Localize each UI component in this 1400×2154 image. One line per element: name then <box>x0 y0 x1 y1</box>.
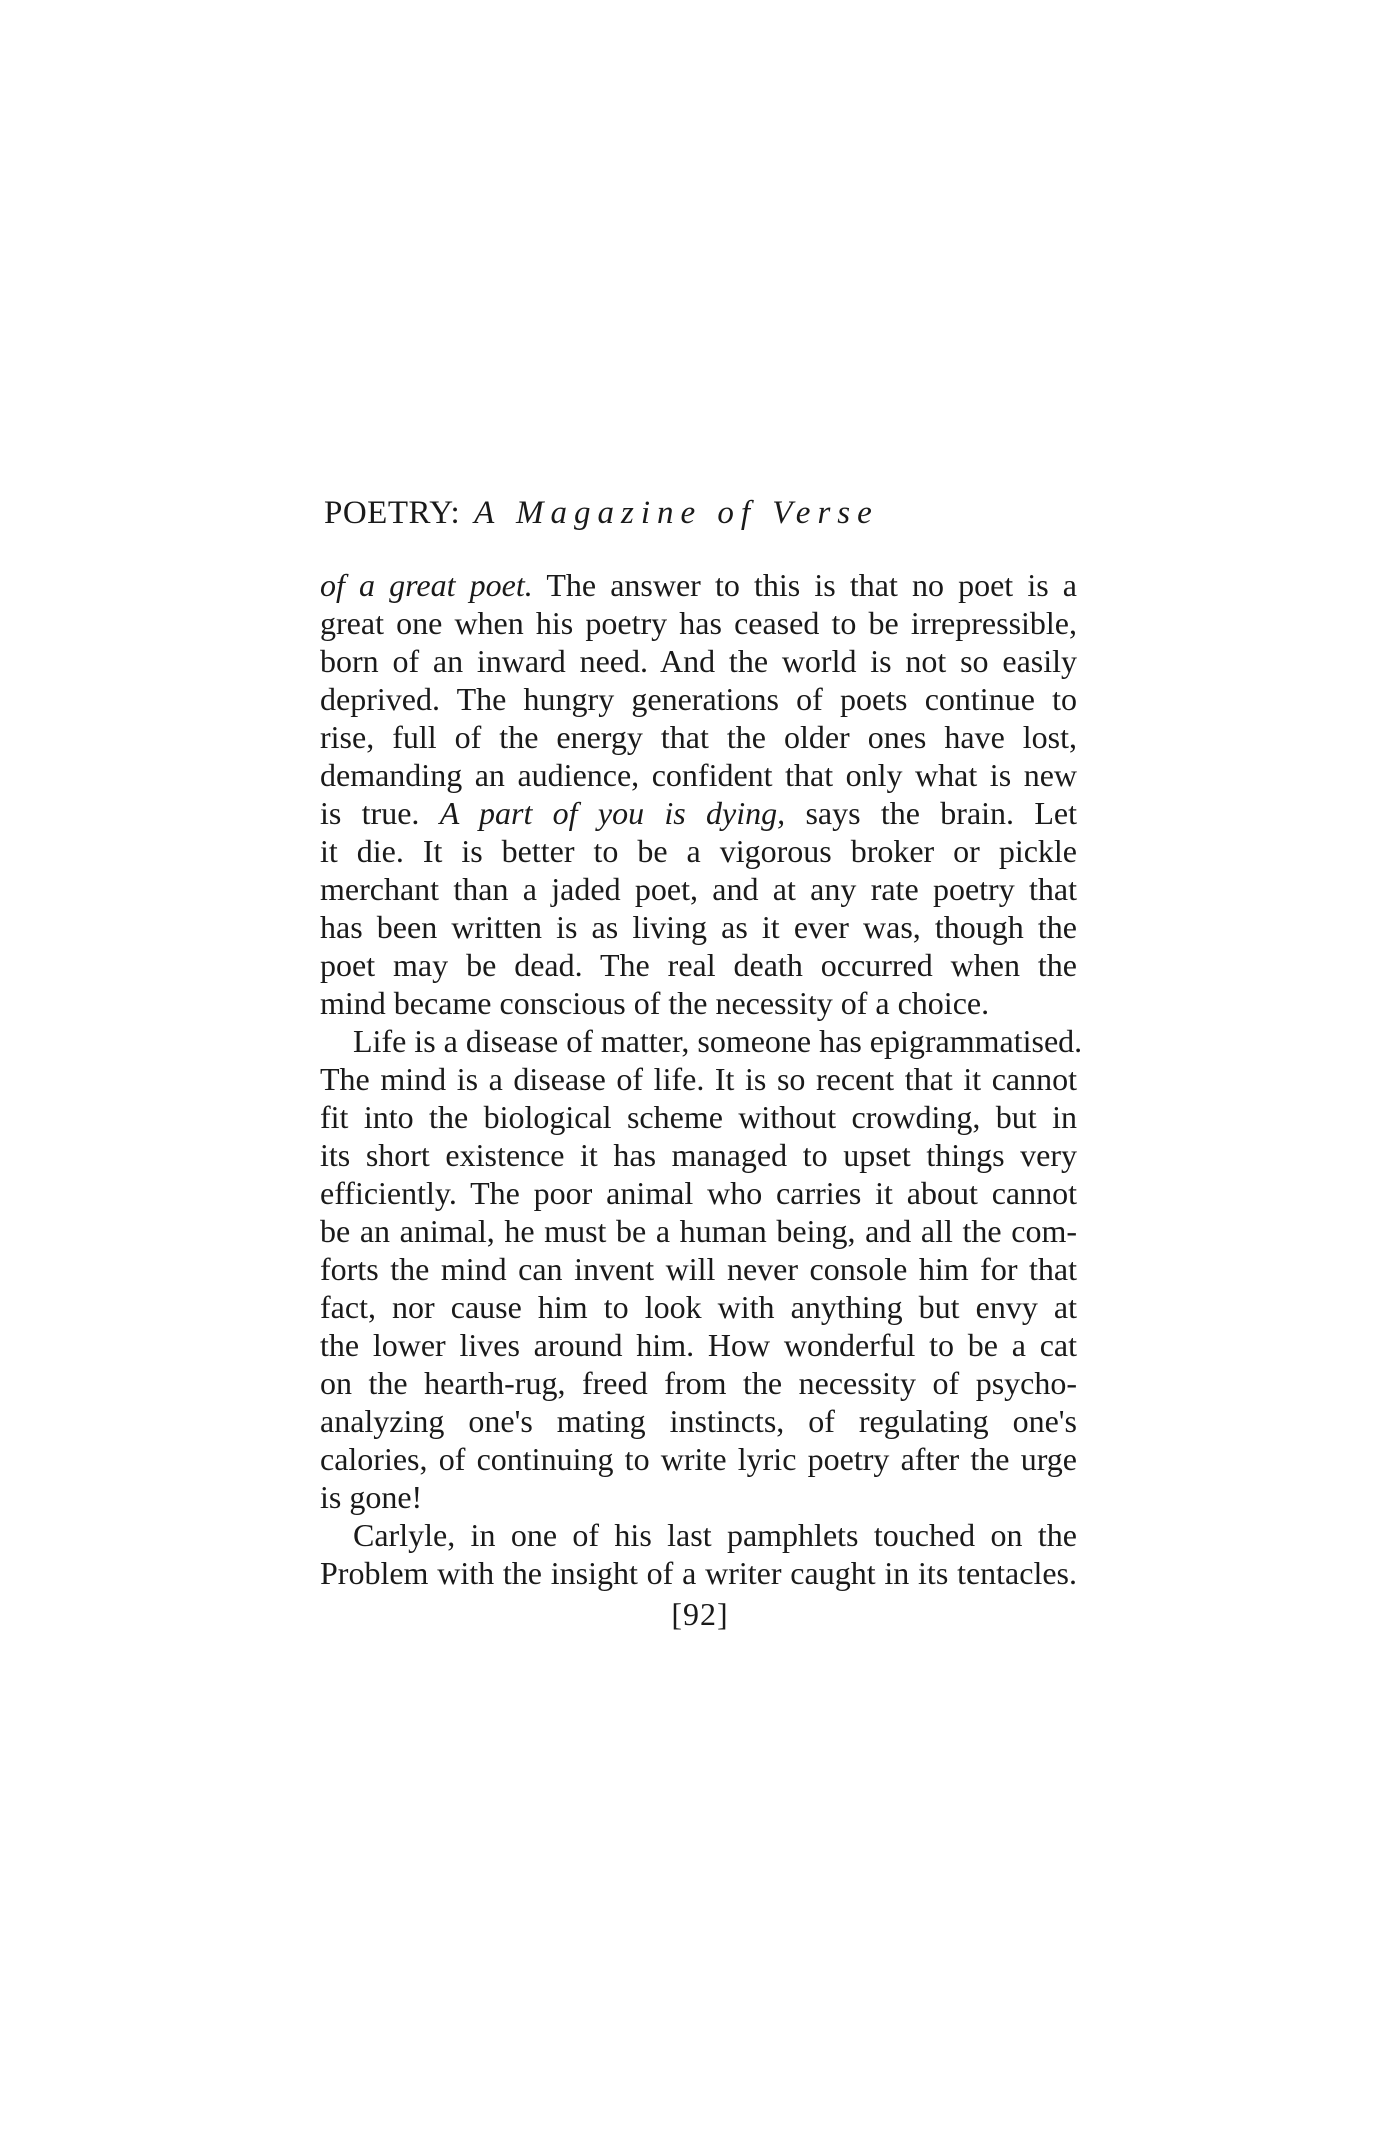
text-line: mind became conscious of the necessity of a choice. <box>320 985 990 1021</box>
magazine-subtitle: A Magazine of Verse <box>474 495 879 531</box>
text-line: efficiently. The poor animal who carries it about cannot <box>320 1175 1077 1211</box>
text-line: fit into the biological scheme without crowding, but in <box>320 1099 1077 1135</box>
text-line: it die. It is better to be a vigorous broker or pickle <box>320 833 1077 869</box>
text-line: the lower lives around him. How wonderful to be a cat <box>320 1327 1077 1363</box>
paragraph-1 <box>320 566 1077 1022</box>
text-line: has been written is as living as it ever was, though the <box>320 909 1077 945</box>
text-line: born of an inward need. And the world is not so easily <box>320 643 1077 679</box>
page-number: [92] <box>671 1596 729 1632</box>
text-line <box>320 566 1077 604</box>
text-line: poet may be dead. The real death occurred when the <box>320 947 1077 983</box>
line-text: The answer to this is that no poet is a <box>532 567 1078 603</box>
text-line: is gone! <box>320 1479 423 1515</box>
text-line: Life is a disease of matter, someone has epigrammatised. <box>353 1023 1083 1059</box>
line-text: is true. <box>320 795 440 831</box>
text-line: fact, nor cause him to look with anything but envy at <box>320 1289 1077 1325</box>
text-line: deprived. The hungry generations of poets continue to <box>320 681 1077 717</box>
text-line: rise, full of the energy that the older ones have lost, <box>320 719 1077 755</box>
text-line: be an animal, he must be a human being, and all the com- <box>320 1213 1077 1249</box>
text-line: The mind is a disease of life. It is so recent that it cannot <box>320 1061 1077 1097</box>
text-line: on the hearth-rug, freed from the necessity of psycho- <box>320 1365 1077 1401</box>
paragraph-3 <box>320 1516 1077 1592</box>
text-line: merchant than a jaded poet, and at any rate poetry that <box>320 871 1077 907</box>
magazine-title: POETRY: <box>324 495 461 531</box>
text-line: forts the mind can invent will never console him for that <box>320 1251 1077 1287</box>
text-line: great one when his poetry has ceased to be irrepressible, <box>320 605 1077 641</box>
text-line: calories, of continuing to write lyric poetry after the urge <box>320 1441 1077 1477</box>
paragraph-2 <box>320 1022 1083 1516</box>
text-line: Problem with the insight of a writer caught in its tentacles. <box>320 1555 1077 1591</box>
text-line <box>320 794 1077 832</box>
line-text: says the brain. Let <box>785 795 1078 831</box>
running-head <box>324 492 1084 534</box>
text-line: its short existence it has managed to upset things very <box>320 1137 1077 1173</box>
text-line: analyzing one's mating instincts, of regulating one's <box>320 1403 1077 1439</box>
text-line: Carlyle, in one of his last pamphlets touched on the <box>353 1517 1077 1553</box>
body-text <box>320 566 1083 1592</box>
italic-phrase: A part of you is dying, <box>439 795 786 831</box>
text-line: demanding an audience, confident that only what is new <box>320 757 1077 793</box>
italic-phrase: of a great poet. <box>320 567 533 603</box>
